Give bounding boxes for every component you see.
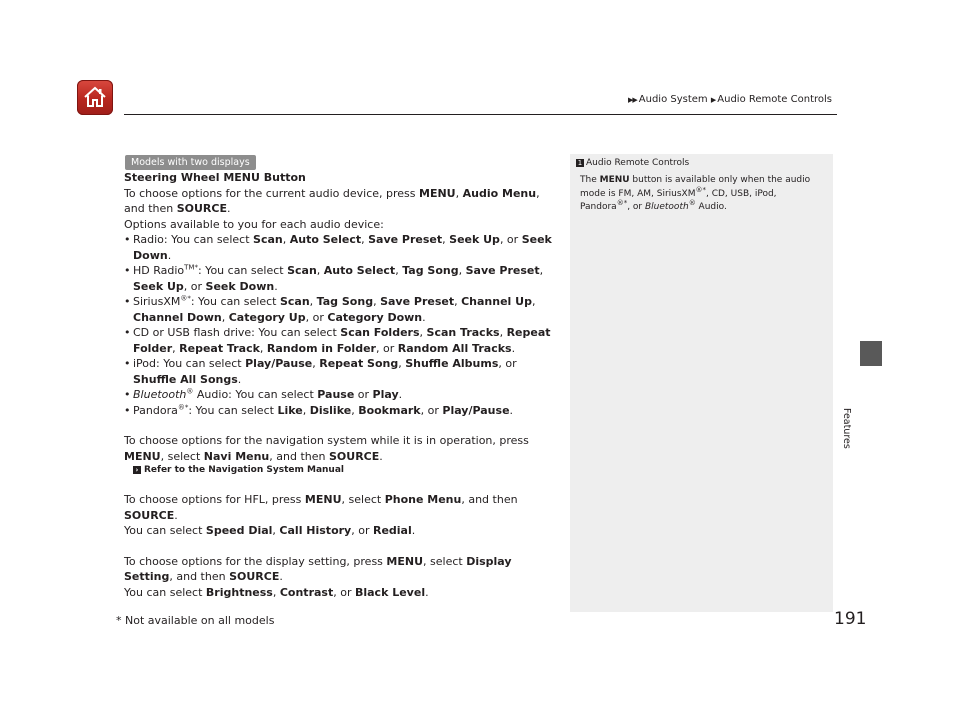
list-item: • HD Radio$^{TM*}$: You can select Scan, Auto Select, Tag Song, Save Preset, Seek Up, or Seek Down.: [124, 263, 556, 294]
breadcrumb-audio-remote-controls[interactable]: Audio Remote Controls: [717, 94, 832, 105]
section-tab-block: [860, 341, 882, 366]
breadcrumb: ▶▶ Audio System ▶ Audio Remote Controls: [628, 94, 832, 105]
intro-text: To choose options for the current audio device, press MENU, Audio Menu, and then SOURCE.: [124, 186, 540, 215]
note-sidebar: [570, 154, 833, 612]
chevron-right-icon: ›: [133, 466, 141, 474]
display-paragraph: To choose options for the display setting, press MENU, select Display Setting, and then SOURCE. You can select Brightness, Contrast, or Black Level.: [124, 554, 512, 599]
hfl-paragraph: To choose options for HFL, press MENU, select Phone Menu, and then SOURCE. You can select Speed Dial, Call History, or Redial.: [124, 493, 518, 537]
note-title: 1 Audio Remote Controls: [577, 158, 690, 168]
list-item: • SiriusXM®*: You can select Scan, Tag Song, Save Preset, Channel Up, Channel Down, Category Up, or Category Down.: [124, 294, 556, 325]
options-intro: Options available to you for each audio device:: [124, 217, 384, 231]
model-tag: Models with two displays: [125, 155, 256, 170]
note-marker-icon: 1: [577, 158, 583, 167]
page-number: 191: [834, 609, 867, 629]
footnote: * Not available on all models: [116, 614, 275, 627]
list-item: • Bluetooth® Audio: You can select Pause or Play.: [124, 387, 556, 403]
section-label: Features: [841, 408, 852, 449]
section-heading: Steering Wheel MENU Button: [124, 171, 306, 184]
note-body: The MENU button is available only when the audio mode is FM, AM, SiriusXM®*, CD, USB, iPod, Pandora®*, or Bluetooth® Audio.: [580, 175, 811, 212]
navi-paragraph: To choose options for the navigation system while it is in operation, press MENU, select Navi Menu, and then SOURCE.: [124, 434, 529, 463]
list-item: • iPod: You can select Play/Pause, Repeat Song, Shuffle Albums, or Shuffle All Songs.: [124, 356, 556, 387]
header-rule: [124, 114, 837, 115]
main-content: [124, 170, 556, 600]
home-icon: [83, 86, 107, 108]
home-button[interactable]: [77, 80, 113, 115]
reference-link[interactable]: › Refer to the Navigation System Manual: [133, 464, 556, 477]
list-item: • Pandora®*: You can select Like, Dislike, Bookmark, or Play/Pause.: [124, 403, 556, 419]
list-item: • CD or USB flash drive: You can select Scan Folders, Scan Tracks, Repeat Folder, Repeat Track, Random in Folder, or Random All Tracks.: [124, 325, 556, 356]
breadcrumb-audio-system[interactable]: Audio System: [638, 94, 708, 105]
audio-options-list: [124, 232, 556, 418]
list-item: • Radio: You can select Scan, Auto Select, Save Preset, Seek Up, or Seek Down.: [124, 232, 556, 263]
